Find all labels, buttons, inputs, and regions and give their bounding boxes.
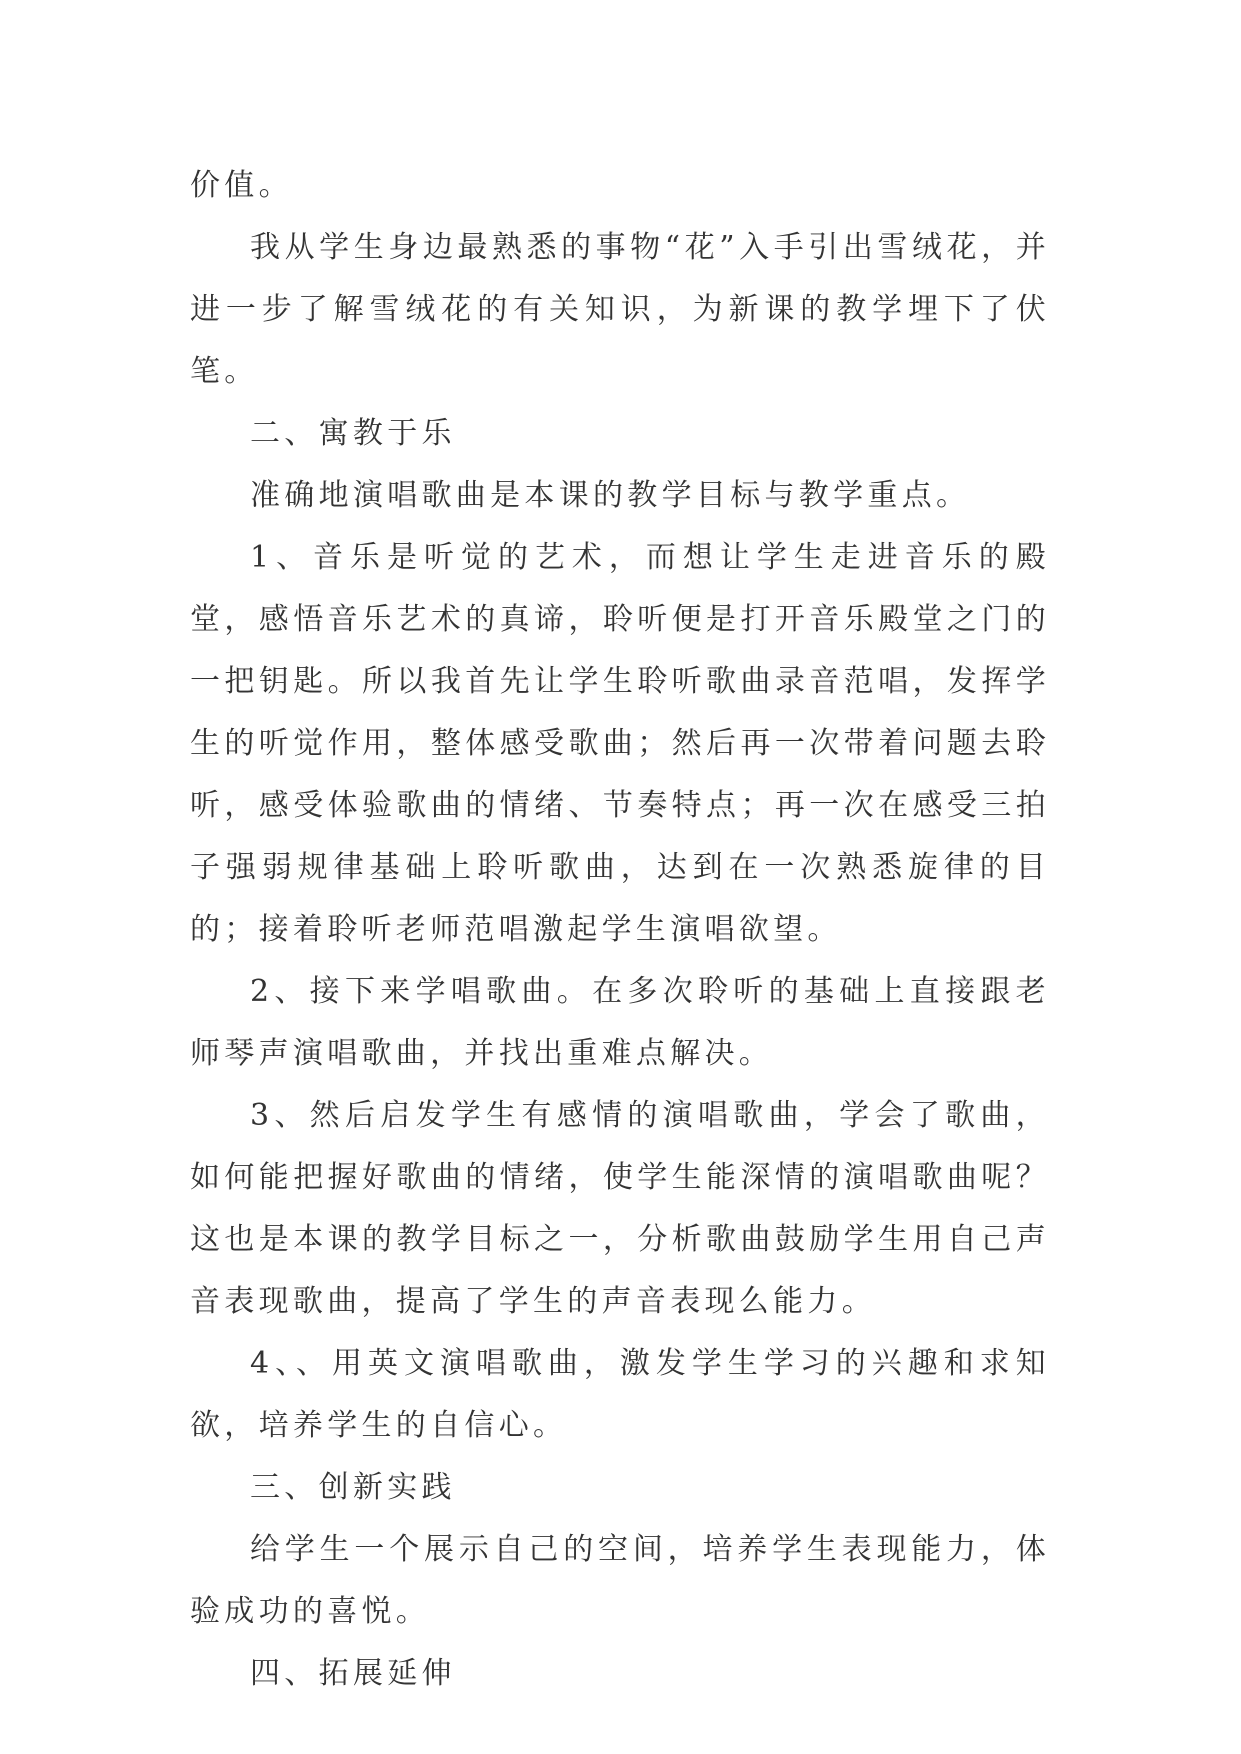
paragraph-item-1: 1、音乐是听觉的艺术，而想让学生走进音乐的殿堂，感悟音乐艺术的真谛，聆听便是打开音乐殿堂之门的一把钥匙。所以我首先让学生聆听歌曲录音范唱，发挥学生的听觉作用，整体感受歌曲；然后再一次带着问题去聆听，感受体验歌曲的情绪、节奏特点；再一次在感受三拍子强弱规律基础上聆听歌曲，达到在一次熟悉旋律的目的；接着聆听老师范唱激起学生演唱欲望。 <box>190 540 1050 947</box>
section-heading-4: 四、拓展延伸 <box>250 1656 456 1691</box>
document-body <box>190 155 1050 1705</box>
paragraph-introduction: 我从学生身边最熟悉的事物“花”入手引出雪绒花，并进一步了解雪绒花的有关知识，为新课的教学埋下了伏笔。 <box>190 230 1050 389</box>
section-heading-2: 二、寓教于乐 <box>250 416 456 451</box>
paragraph-goal: 准确地演唱歌曲是本课的教学目标与教学重点。 <box>250 478 971 513</box>
paragraph-item-3: 3、然后启发学生有感情的演唱歌曲，学会了歌曲，如何能把握好歌曲的情绪，使学生能深情的演唱歌曲呢？这也是本课的教学目标之一，分析歌曲鼓励学生用自己声音表现歌曲，提高了学生的声音表现么能力。 <box>190 1098 1050 1319</box>
section-heading-3: 三、创新实践 <box>250 1470 456 1505</box>
paragraph-item-4: 4、、用英文演唱歌曲，激发学生学习的兴趣和求知欲，培养学生的自信心。 <box>190 1346 1050 1443</box>
paragraph-practice: 给学生一个展示自己的空间，培养学生表现能力，体验成功的喜悦。 <box>190 1532 1050 1629</box>
paragraph-item-2: 2、接下来学唱歌曲。在多次聆听的基础上直接跟老师琴声演唱歌曲，并找出重难点解决。 <box>190 974 1050 1071</box>
paragraph-continuation: 价值。 <box>190 168 293 203</box>
